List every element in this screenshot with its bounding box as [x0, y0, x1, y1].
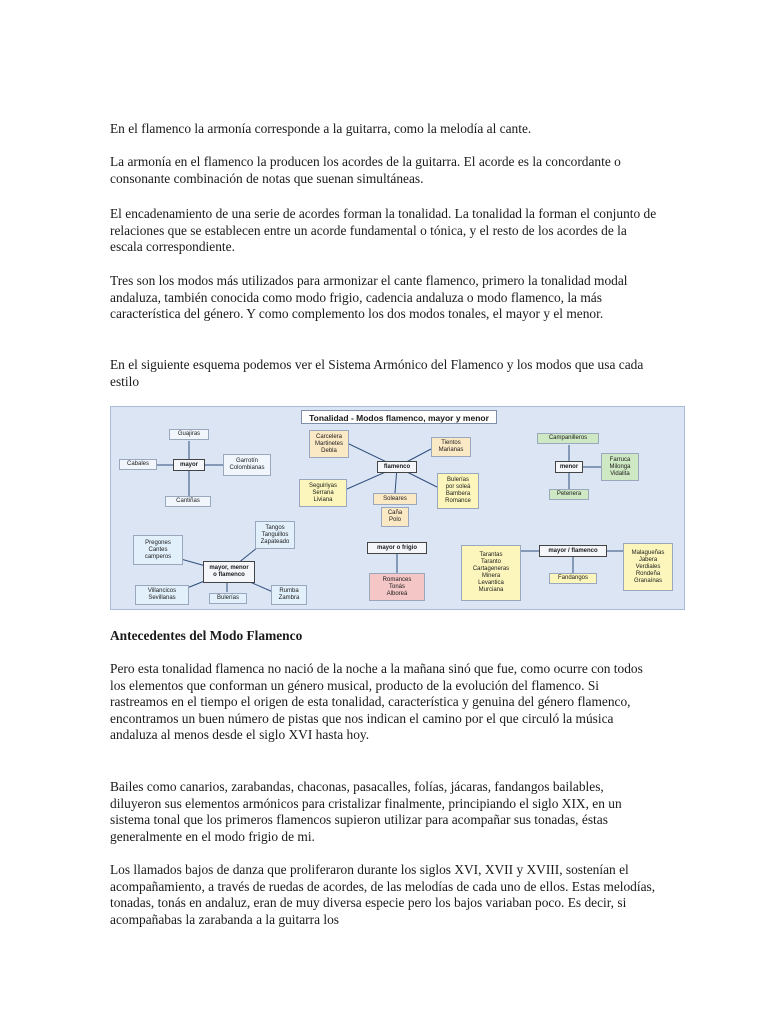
label-marianas: Marianas: [438, 447, 464, 453]
label-malaguenas: Malagueñas: [631, 549, 665, 556]
node-carcelera-martinetes-debla: [309, 430, 349, 458]
node-tientos-marianas: [431, 437, 471, 457]
label-cantes-2: camperos: [144, 553, 172, 560]
label-romance: Romance: [445, 498, 471, 504]
label-carcelera: Carcelera: [315, 433, 342, 440]
paragraph-6: Pero esta tonalidad flamenca no nació de la noche a la mañana sinó que fue, como ocurre con todos los elementos que conforman un género musical, producto de la evolución del flamenco. Si rastreamos en el tiempo el origen de esta tonalidad, característica y genuina del género flamenco, encontramos un buen número de pistas que nos indican el camino por el que circuló la música andaluza al menos desde el siglo XVI hasta hoy.: [110, 661, 643, 743]
node-cantinas: Cantiñas: [165, 496, 211, 507]
menor-hub: menor: [555, 461, 583, 473]
label-tonas: Tonás: [388, 583, 405, 590]
paragraph-4: Tres son los modos más utilizados para armonizar el cante flamenco, primero la tonalidad modal andaluza, también conocida como modo frigio, cadencia andaluza o modo flamenco, la más característica del género. Y como complemento los dos modos tonales, el mayor y el menor.: [110, 273, 628, 322]
paragraph-1: En el flamenco la armonía corresponde a la guitarra, como la melodía al cante.: [110, 121, 532, 136]
node-seguiriyas-serrana-liviana: [299, 479, 347, 507]
node-petenera: Petenera: [549, 489, 589, 500]
label-rondena: Rondeña: [635, 570, 661, 577]
mayor-menor-flamenco-hub: [203, 561, 255, 583]
node-garrotin-colombianas: [223, 454, 271, 476]
label-milonga: Milonga: [609, 463, 631, 470]
label-pregones: Pregones: [145, 539, 171, 546]
label-levantica: Levantica: [478, 580, 504, 586]
node-villancicos-sevillanas: [135, 585, 189, 605]
label-villancicos: Villancicos: [147, 588, 177, 594]
label-tarantas: Tarantas: [479, 552, 503, 558]
label-romances: Romances: [382, 576, 412, 583]
label-mmf-hub-1: mayor, menor: [209, 565, 249, 571]
label-cana: Caña: [387, 510, 403, 516]
label-bambera: Bambera: [445, 491, 471, 497]
label-bulerias-solea-1: Bulerías: [446, 477, 469, 483]
label-alborea: Alboreá: [386, 590, 408, 597]
label-garrotin: Garrotín: [235, 458, 258, 464]
node-rumba-zambra: [271, 585, 307, 605]
node-cabales: Cabales: [119, 459, 157, 470]
label-verdiales: Verdiales: [635, 563, 661, 570]
mayor-hub: mayor: [173, 459, 205, 471]
paragraph-7: Bailes como canarios, zarabandas, chaconas, pasacalles, folías, jácaras, fandangos bailables, diluyeron sus elementos armónicos para cristalizar finalmente, principiando el siglo XIX, en un sistema tonal que los primeros flamencos supieron utilizar para acompañar sus tonadas, éstas generalmente en el modo frigio de mi.: [110, 779, 622, 844]
paragraph-8: Los llamados bajos de danza que proliferaron durante los siglos XVI, XVII y XVIII, sostenían el acompañamiento, a través de ruedas de acordes, de las melodías de cada uno de ellos. Estas melodías, tonadas, tonás en andaluz, eran de muy diversa especie pero los bajos variaban poco. Es decir, si acompañabas la zarabanda a la guitarra los: [110, 862, 656, 927]
label-jabera: Jabera: [638, 556, 658, 563]
mayor-o-frigio-hub: mayor o frigio: [367, 542, 427, 554]
label-liviana: Liviana: [313, 496, 333, 503]
node-romances-tonas-alborea: [369, 573, 425, 601]
node-guajiras: Guajiras: [169, 429, 209, 440]
label-debla: Debla: [321, 447, 337, 454]
mayor-flamenco-hub: mayor / flamenco: [539, 545, 607, 557]
node-pregones-cantes: [133, 535, 183, 565]
paragraph-2: La armonía en el flamenco la producen los acordes de la guitarra. El acorde es la concordante o consonante combinación de notas que suenan simultáneas.: [110, 154, 621, 186]
label-zapateado: Zapateado: [260, 538, 290, 545]
label-cartageneras: Cartageneras: [472, 566, 510, 572]
node-tarantas-group: [461, 545, 521, 601]
node-bulerias-bambera-romance: [437, 473, 479, 509]
label-seguiriyas: Seguiriyas: [308, 482, 337, 489]
label-bulerias-solea-2: por soleá: [445, 484, 471, 490]
label-cantes-1: Cantes: [148, 546, 168, 553]
label-mmf-hub-2: o flamenco: [213, 572, 245, 578]
paragraph-3: El encadenamiento de una serie de acordes forman la tonalidad. La tonalidad la forman el conjunto de relaciones que se establecen entre un acorde fundamental o tónica, y el resto de los acordes de la escala correspondiente.: [110, 206, 657, 255]
paragraph-5: En el siguiente esquema podemos ver el Sistema Armónico del Flamenco y los modos que usa cada estilo: [110, 357, 644, 389]
label-tientos: Tientos: [441, 440, 461, 446]
label-tanguillos: Tanguillos: [261, 531, 289, 538]
node-farruca-milonga-vidalita: [601, 453, 639, 481]
label-granainas: Granaínas: [633, 577, 663, 584]
label-serrana: Serrana: [312, 489, 334, 496]
label-minera: Minera: [481, 573, 501, 579]
label-rumba: Rumba: [279, 588, 299, 594]
label-taranto: Taranto: [480, 559, 501, 565]
node-fandangos: Fandangos: [549, 573, 597, 584]
node-tangos-tanguillos-zapateado: [255, 521, 295, 549]
label-colombianas: Colombianas: [229, 465, 265, 471]
node-soleares: Soleares: [373, 493, 417, 505]
flamenco-hub: flamenco: [377, 461, 417, 473]
label-zambra: Zambra: [278, 595, 300, 601]
label-polo: Polo: [388, 517, 401, 523]
node-malaguenas-group: [623, 543, 673, 591]
label-murciana: Murciana: [478, 587, 504, 593]
node-campanilleros: Campanilleros: [537, 433, 599, 444]
diagram-title: Tonalidad - Modos flamenco, mayor y menor: [301, 410, 497, 424]
label-vidalita: Vidalita: [610, 470, 630, 477]
label-tangos: Tangos: [265, 524, 285, 531]
label-sevillanas: Sevillanas: [148, 595, 176, 601]
label-martinetes: Martinetes: [314, 440, 343, 447]
node-bulerias: Bulerías: [209, 593, 247, 604]
node-cana-polo: [381, 507, 409, 527]
section-heading: Antecedentes del Modo Flamenco: [110, 628, 303, 643]
harmonic-system-diagram: [110, 406, 685, 610]
label-farruca: Farruca: [609, 456, 631, 463]
